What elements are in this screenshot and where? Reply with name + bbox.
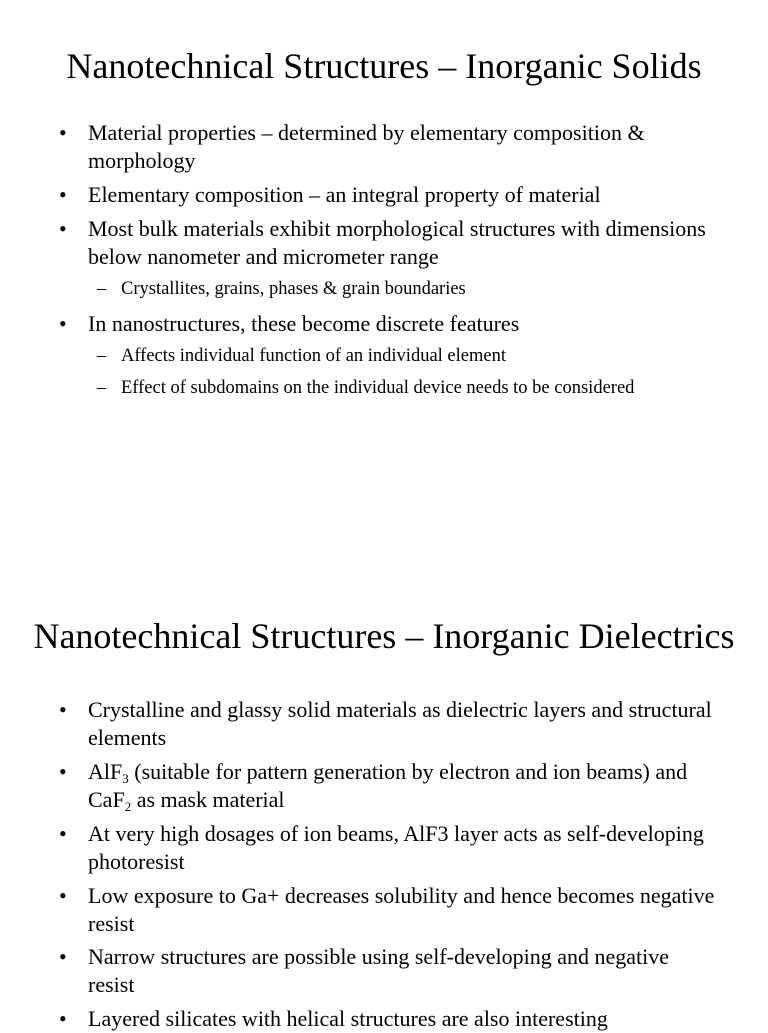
slide-title: Nanotechnical Structures – Inorganic Dielectrics <box>33 616 735 656</box>
bullet-marker: • <box>59 311 67 336</box>
bullet-text: Layered silicates with helical structures are also interesting <box>88 1006 608 1031</box>
bullet-text: Most bulk materials exhibit morphological structures with dimensions below nanometer and micrometer range <box>88 216 706 269</box>
bullet-marker: • <box>59 182 67 207</box>
bullet-marker: • <box>59 944 67 969</box>
bullet-item <box>59 310 718 338</box>
bullet-text-middle: (suitable for pattern generation by electron and ion beams) and CaF <box>88 759 688 812</box>
slide-title: Nanotechnical Structures – Inorganic Solids <box>66 46 702 86</box>
bullet-item <box>59 1005 718 1033</box>
bullet-text: At very high dosages of ion beams, AlF3 layer acts as self-developing photoresist <box>88 821 704 874</box>
sub-bullet-item <box>97 277 681 302</box>
bullet-marker: • <box>59 821 67 846</box>
sub-bullet-text: Crystallites, grains, phases & grain boundaries <box>121 279 466 299</box>
sub-bullet-item <box>97 344 681 369</box>
sub-bullet-marker: – <box>97 346 107 366</box>
bullet-text: In nanostructures, these become discrete features <box>88 311 520 336</box>
sub-bullet-text: Affects individual function of an individual element <box>121 346 506 366</box>
sub-bullet-marker: – <box>97 378 107 398</box>
bullet-marker: • <box>59 759 67 784</box>
sub-bullet-marker: – <box>97 279 107 299</box>
bullet-text-end: as mask material <box>131 787 285 812</box>
bullet-item <box>59 820 718 876</box>
subscript-3: 3 <box>122 771 129 786</box>
sub-bullet-text: Effect of subdomains on the individual device needs to be considered <box>121 378 635 398</box>
bullet-item <box>59 696 718 752</box>
bullet-text: Elementary composition – an integral property of material <box>88 182 601 207</box>
subscript-2: 2 <box>124 799 132 814</box>
formula-alf: AlF <box>88 759 123 784</box>
bullet-text: Material properties – determined by elementary composition & morphology <box>88 120 645 173</box>
bullet-marker: • <box>59 697 67 722</box>
slide-inorganic-dielectrics <box>0 560 768 1031</box>
bullet-marker: • <box>59 1006 67 1031</box>
bullet-text: Narrow structures are possible using self-developing and negative resist <box>88 944 669 997</box>
bullet-marker: • <box>59 883 67 908</box>
bullet-item <box>59 943 718 999</box>
bullet-item <box>59 119 718 175</box>
bullet-marker: • <box>59 216 67 241</box>
bullet-item <box>59 215 718 271</box>
bullet-item <box>59 882 718 938</box>
bullet-text <box>88 759 687 812</box>
bullet-marker: • <box>59 120 67 145</box>
bullet-item <box>59 181 718 209</box>
bullet-item <box>59 758 718 814</box>
bullet-text: Crystalline and glassy solid materials as dielectric layers and structural elements <box>88 697 712 750</box>
sub-bullet-item <box>97 376 641 401</box>
bullet-text: Low exposure to Ga+ decreases solubility and hence becomes negative resist <box>88 883 715 936</box>
